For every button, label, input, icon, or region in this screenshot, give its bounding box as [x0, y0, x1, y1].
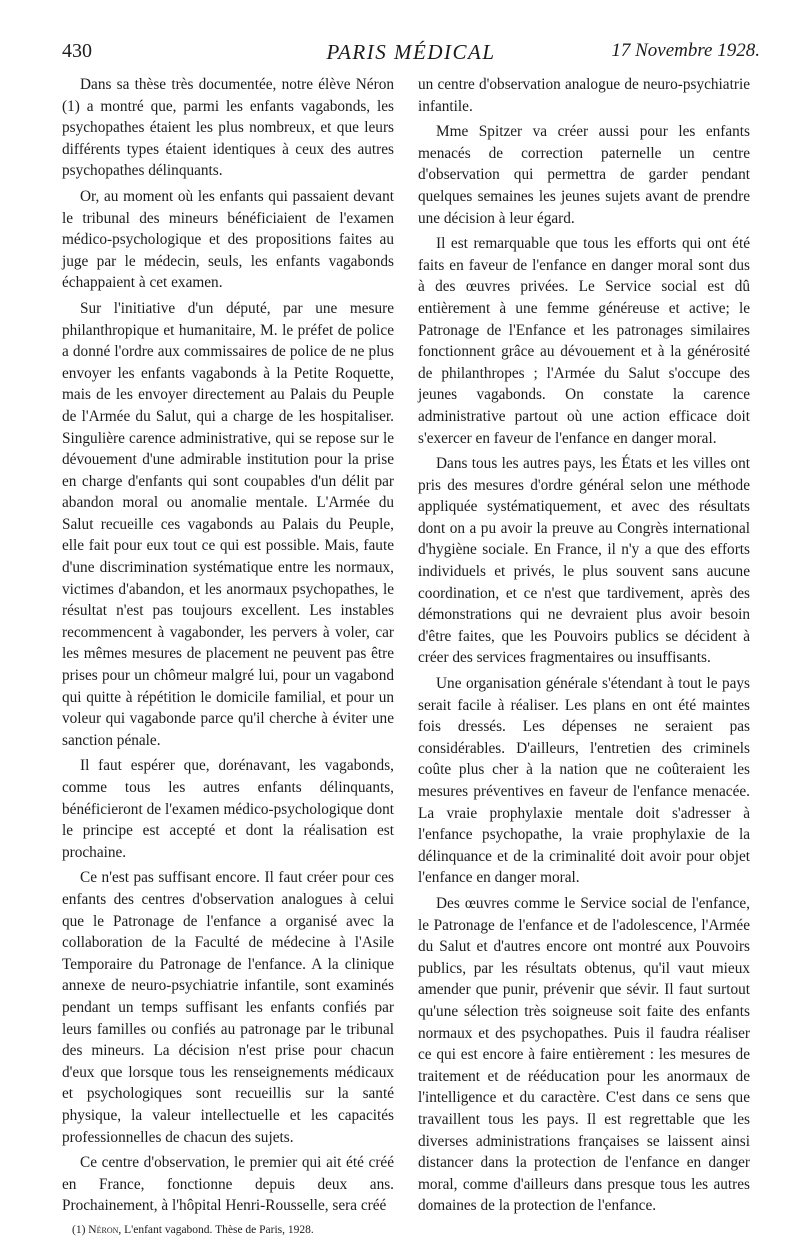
paragraph: Il faut espérer que, dorénavant, les vagabonds, comme tous les autres enfants délinquants, bénéficieront de l'examen médico-psychologique dont le principe est accepté et dont la réalisation est prochaine.: [62, 757, 394, 861]
page-number: 430: [62, 40, 92, 62]
right-column: [418, 74, 750, 1221]
paragraph: Dans tous les autres pays, les États et les villes ont pris des mesures d'ordre général selon une méthode appliquée systématiquement, et avec des résultats dont on a pu avoir la preuve au Congrès international d'hygiène sociale. En France, il n'y a que des efforts individuels et privés, le plus souvent sans aucune coordination, et ce n'est que tardivement, après des démonstrations qui ne devraient plus avoir besoin d'être faites, que les Pouvoirs publics se décident à créer des services fragmentaires ou insuffisants.: [418, 455, 750, 667]
paragraph-continued: un centre d'observation analogue de neuro-psychiatrie infantile.: [418, 76, 750, 115]
footnote: [62, 1223, 394, 1237]
journal-title: PARIS MÉDICAL: [326, 40, 496, 64]
paragraph: Or, au moment où les enfants qui passaient devant le tribunal des mineurs bénéficiaient de l'examen médico-psychologique et des propositions faites au juge par le médecin, seuls, les enfants vagabonds échappaient à cet examen.: [62, 187, 394, 292]
footnote-marker: (1): [72, 1223, 86, 1236]
paragraph: Des œuvres comme le Service social de l'enfance, le Patronage de l'enfance et de l'adolescence, l'Armée du Salut et d'autres encore ont montré aux Pouvoirs publics, par les résultats obtenus, qu'il vaut mieux amender que punir, prévenir que sévir. Il faut surtout qu'une sélection très soigneuse soit faite des enfants normaux et des psychopathes. Puis il faudra réaliser ce qui est encore à faire entièrement : les mesures de traitement et de rééducation pour les anormaux de l'intelligence et du caractère. C'est dans ce sens que travaillent tous les pays. Il est regrettable que les diverses administrations françaises se laissent ainsi distancer dans la protection de l'enfance en danger moral, comme d'ailleurs dans presque tous les autres domaines de la protection de l'enfance.: [418, 894, 750, 1215]
footnote-text: L'enfant vagabond. Thèse de Paris, 1928.: [124, 1223, 314, 1236]
paragraph: Sur l'initiative d'un député, par une mesure philanthropique et humanitaire, M. le préfet de police a donné l'ordre aux commissaires de police de ne plus envoyer les enfants vagabonds à la Petite Roquette, mais de les envoyer directement au Palais du Peuple de l'Armée du Salut, qui a charge de les hospitaliser. Singulière carence administrative, qui se repose sur le dévouement d'une admirable institution pour la prise en charge d'enfants qui sont coupables d'un délit par abandon moral ou anomalie mentale. L'Armée du Salut recueille ces vagabonds au Palais du Peuple, elle fait pour eux tout ce qui est possible. Mais, faute d'une discrimination systématique entre les normaux, victimes d'abandon, et les anormaux psychopathes, le résultat n'est pas toujours excellent. Les instables recommencent à vagabonder, les pervers à voler, car les mêmes mesures de placement ne peuvent pas être prises pour un chômeur malgré lui, pour un vagabond qui quitte à répétition le domicile familial, et pour un voleur qui vagabonde parce qu'il cherche à éviter une sanction pénale.: [62, 299, 394, 749]
paragraph: Ce centre d'observation, le premier qui ait été créé en France, fonctionne depuis deux ans. Prochainement, à l'hôpital Henri-Rousselle, sera créé: [62, 1154, 394, 1215]
paragraph: Il est remarquable que tous les efforts qui ont été faits en faveur de l'enfance en danger moral sont dus à des œuvres privées. Le Service social est dû entièrement à une femme généreuse et active; le Patronage de l'Enfance et les patronages similaires fonctionnent grâce au dévouement et à la générosité de philanthropes ; l'Armée du Salut s'occupe des jeunes vagabonds. On constate la carence administrative partout où une action efficace doit s'exercer en faveur de l'enfance en danger moral.: [418, 235, 750, 447]
left-column: [62, 74, 394, 1237]
footnote-author: Néron,: [88, 1223, 122, 1236]
paragraph: Dans sa thèse très documentée, notre élève Néron (1) a montré que, parmi les enfants vagabonds, les psychopathes étaient les plus nombreux, et que leurs différents types étaient identiques à ceux des autres psychopathes délinquants.: [62, 76, 394, 180]
paragraph: Mme Spitzer va créer aussi pour les enfants menacés de correction paternelle un centre d'observation qui permettra de garder pendant quelques semaines les jeunes sujets avant de prendre une décision à leur égard.: [418, 123, 750, 227]
issue-date: 17 Novembre 1928.: [611, 40, 760, 61]
paragraph: Ce n'est pas suffisant encore. Il faut créer pour ces enfants des centres d'observation analogues à celui que le Patronage de l'enfance a organisé avec la collaboration de la Faculté de médecine à l'Asile Temporaire du Patronage de l'enfance. A la clinique annexe de neuro-psychiatrie infantile, sont examinés pendant un temps suffisant les enfants confiés par leurs familles ou confiés au patronage par le tribunal des mineurs. La décision n'est prise pour chacun d'eux que lorsque tous les renseignements médicaux et psychologiques sont recueillis sur la santé physique, la valeur intellectuelle et les capacités professionnelles de chacun des sujets.: [62, 869, 394, 1146]
page-header: [62, 40, 760, 68]
paragraph: Une organisation générale s'étendant à tout le pays serait facile à réaliser. Les plans en ont été maintes fois dressés. Les dépenses ne seraient pas considérables. D'ailleurs, l'entretien des criminels coûte plus cher à la nation que ne coûteraient les mesures préventives en faveur de l'enfance menacée. La vraie prophylaxie mentale doit s'adresser à l'enfance psychopathe, la vraie prophylaxie de la délinquance et de la criminalité doit avoir pour objet l'enfance en danger moral.: [418, 675, 750, 887]
